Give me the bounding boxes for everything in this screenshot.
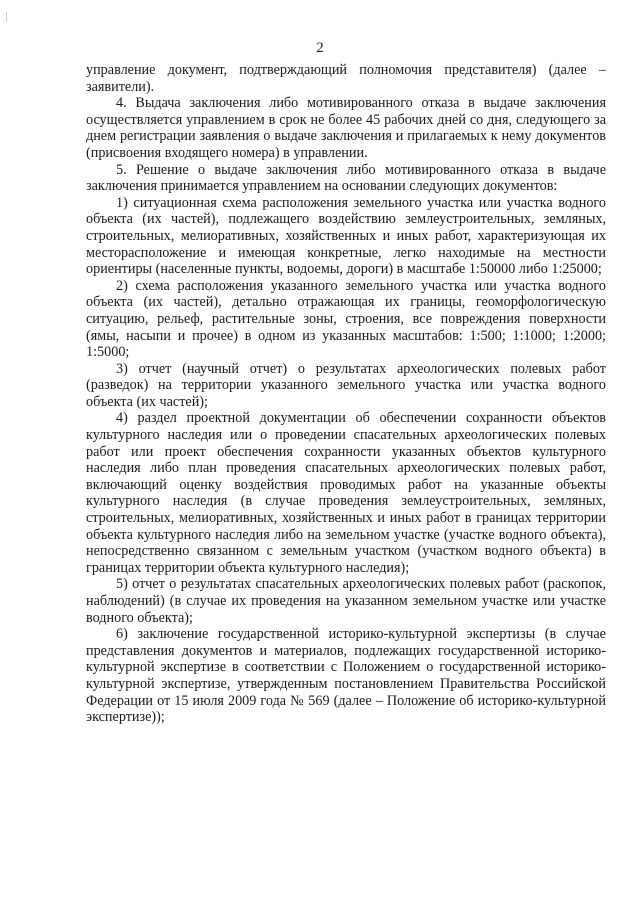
paragraph-subitem-1: 1) ситуационная схема расположения земельного участка или участка водного объекта (их частей), подлежащего воздействию землеустроительных, земляных, строительных, мелиоративных, хозяйственных и иных работ, характеризующая их месторасположение и имеющая конкретные, легко находимые на местности ориентиры (населенные пункты, водоемы, дороги) в масштабе 1:50000 либо 1:25000; (86, 194, 606, 278)
paragraph-subitem-2: 2) схема расположения указанного земельного участка или участка водного объекта (их частей), детально отражающая их границы, геоморфологическую ситуацию, рельеф, растительные зоны, строения, все повреждения поверхности (ямы, насыпи и прочее) в одном из указанных масштабов: 1:500; 1:1000; 1:2000; 1:5000; (86, 277, 606, 361)
paragraph-item-5: 5. Решение о выдаче заключения либо мотивированного отказа в выдаче заключения принимается управлением на основании следующих документов: (86, 161, 606, 195)
page-number: 2 (316, 40, 324, 56)
paragraph-subitem-5: 5) отчет о результатах спасательных археологических полевых работ (раскопок, наблюдений) (в случае их проведения на указанном земельном участке или участке водного объекта); (86, 576, 606, 626)
scan-margin-mark (6, 12, 7, 22)
paragraph-item-4: 4. Выдача заключения либо мотивированного отказа в выдаче заключения осуществляется управлением в срок не более 45 рабочих дней со дня, следующего за днем регистрации заявления о выдаче заключения и прилагаемых к нему документов (присвоения входящего номера) в управлении. (86, 95, 606, 161)
paragraph-subitem-4: 4) раздел проектной документации об обеспечении сохранности объектов культурного наследия или о проведении спасательных археологических полевых работ или проект обеспечения сохранности указанных объектов культурного наследия либо план проведения спасательных археологических полевых работ, включающий оценку воздействия проводимых работ на указанные объекты культурного наследия (в случае проведения землеустроительных, земляных, строительных, мелиоративных, хозяйственных и иных работ в границах территории объекта культурного наследия либо на земельном участке (участке водного объекта), непосредственно связанном с земельным участком (участком водного объекта) в границах территории объекта культурного наследия); (86, 410, 606, 576)
paragraph-continuation: управление документ, подтверждающий полномочия представителя) (далее – заявители). (86, 62, 606, 95)
paragraph-subitem-3: 3) отчет (научный отчет) о результатах археологических полевых работ (разведок) на территории указанного земельного участка или участка водного объекта (их частей); (86, 360, 606, 410)
paragraph-subitem-6: 6) заключение государственной историко-культурной экспертизы (в случае представления документов и материалов, подлежащих государственной историко-культурной экспертизе в соответствии с Положением о государственной историко-культурной экспертизе, утвержденным постановлением Правительства Российской Федерации от 15 июля 2009 года № 569 (далее – Положение об историко-культурной экспертизе)); (86, 626, 606, 726)
document-body (86, 62, 606, 726)
